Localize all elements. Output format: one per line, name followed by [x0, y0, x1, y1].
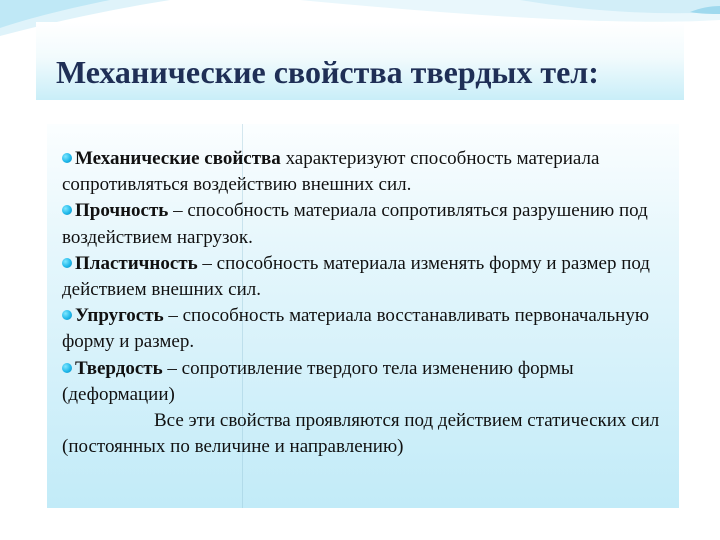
bullet-item	[62, 146, 674, 198]
bullet-term: Прочность	[75, 200, 169, 222]
bullet-item	[62, 251, 674, 303]
bullet-text: – способность материала изменять форму и размер под действием внешних сил.	[62, 252, 650, 301]
bullet-item	[62, 356, 674, 408]
bullet-icon	[62, 310, 72, 320]
bullet-text: – сопротивление твердого тела изменению формы (деформации)	[62, 357, 574, 405]
bullet-text: – способность материала восстанавливать первоначальную форму и размер.	[62, 305, 650, 353]
slide-body	[62, 146, 674, 460]
bullet-icon	[62, 363, 72, 373]
bullet-text: характеризуют способность материала сопротивляться воздействию внешних сил.	[62, 148, 600, 196]
slide-title: Механические свойства твердых тел:	[56, 54, 599, 90]
bullet-term: Упругость	[75, 305, 164, 327]
bullet-term: Твердость	[75, 357, 163, 379]
bullet-text: – способность материала сопротивляться разрушению под воздействием нагрузок.	[62, 200, 648, 248]
bullet-term: Пластичность	[75, 252, 198, 274]
bullet-icon	[62, 205, 72, 215]
bullet-icon	[62, 258, 72, 268]
summary-note: Все эти свойства проявляются под действием статических сил (постоянных по величине и направлению)	[62, 410, 660, 458]
bullet-item	[62, 198, 674, 250]
bullet-term: Механические свойства	[75, 148, 281, 169]
bullet-icon	[62, 153, 72, 163]
bullet-item	[62, 303, 674, 355]
